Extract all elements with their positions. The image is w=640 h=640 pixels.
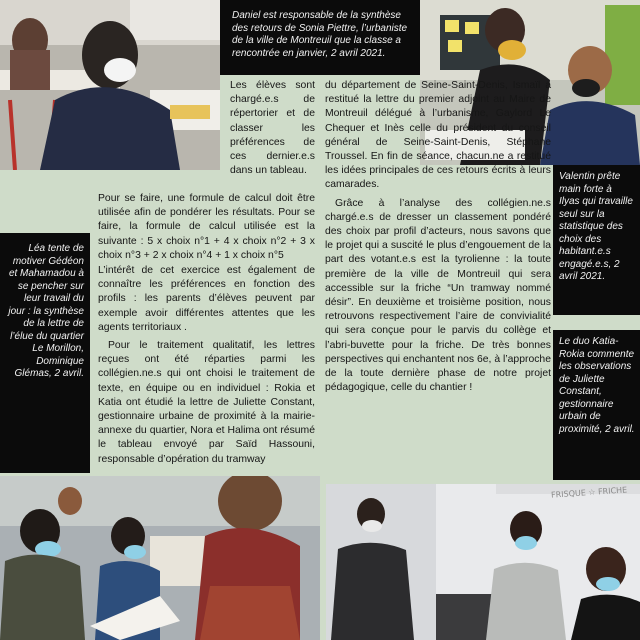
- text-right: [325, 79, 551, 395]
- caption-duo: [553, 330, 640, 480]
- photo-bottom-left: [0, 476, 320, 640]
- paragraph: Pour se faire, une formule de calcul doit être utilisée afin de pondérer les résultats. Pour se faire, la formule de calcul utilisée est la suivante : 5 x choix n°1 + 4 x choix n°2 + 3 x choix n°3 + 2 x choix n°4 + 1 x choix n°5: [98, 193, 315, 261]
- caption-valentin: [553, 165, 640, 315]
- caption-valentin-text: Valentin prête main forte à Ilyas qui travaille seul sur la statistique des choix des habitant.e.s engagé.e.s, 2 avril 2021.: [559, 171, 633, 282]
- text-left-lower: [98, 192, 315, 467]
- photo-bottom-right: [326, 484, 640, 640]
- paragraph: du département de Seine-Saint-Denis, Ismaïl a restitué la lettre du premier adjoint au Maire de Montreuil délégué à l’urbanisme, Gaylord Le Chequer et Inès celle du président du conseil général de Seine-Saint-Denis, Stéphane Troussel. En fin de séance, chacun.ne a restitué les idées principales de ces retours écrits à leurs camarades.: [325, 80, 551, 191]
- caption-lea: [0, 233, 90, 473]
- paragraph: Pour le traitement qualitatif, les lettres reçues ont été réparties parmi les collégien.ne.s qui ont choisi le traitement de texte, en équipe ou en individuel : Rokia et Katia ont étudié la lettre de Juliette Constant, gestionnaire urbaine de proximité à la mairie-annexe du quartier, Nora et Halima ont résumé le tableau envoyé par Saïd Hassouni, responsable d’opération du tramway: [98, 340, 315, 465]
- photo-sign-text: FRISQUE ☆ FRICHE: [550, 485, 628, 500]
- caption-daniel: [220, 0, 420, 75]
- paragraph: L’intérêt de cet exercice est également de connaître les préférences en fonction des profils : les parents d’élèves peuvent par exemple avoir différentes attentes que les agents territoriaux .: [98, 265, 315, 333]
- caption-lea-text: Léa tente de motiver Gédéon et Mahamadou à se pencher sur leur travail du jour : la synthèse de la lettre de l’élue du quartier Le Morillon, Dominique Glémas, 2 avril.: [8, 243, 84, 379]
- caption-duo-text: Le duo Katia-Rokia commente les observations de Juliette Constant, gestionnaire urbain de proximité, 2 avril.: [559, 336, 635, 435]
- text-left-top: [230, 79, 315, 178]
- photo-top-left: [0, 0, 220, 170]
- paragraph: Les élèves sont chargé.e.s de répertorier et de classer les préférences de ces dernier.e.s dans un tableau.: [230, 80, 315, 177]
- paragraph: Grâce à l’analyse des collégien.ne.s chargé.e.s de dresser un classement pondéré des choix par profil d’acteurs, nous savons que le projet qui a suscité le plus d’engouement de la part des votant.e.s est la tyrolienne : la toute première de la ville de Montreuil qui sera accessible sur la friche “Un tramway nommé désir”. En deuxième et troisième position, nous retrouvons respectivement l’aire de convivialité qui sera conçue pour le parvis du collège et l’abri-buvette pour la friche. De très bonnes perspectives qui enchantent nos 6e, à l’approche de la toute dernière phase de notre projet pédagogique, celle du chantier !: [325, 197, 551, 394]
- caption-daniel-text: Daniel est responsable de la synthèse des retours de Sonia Piettre, l’urbaniste de la ville de Montreuil que la classe a rencontrée en janvier, 2 avril 2021.: [232, 10, 408, 59]
